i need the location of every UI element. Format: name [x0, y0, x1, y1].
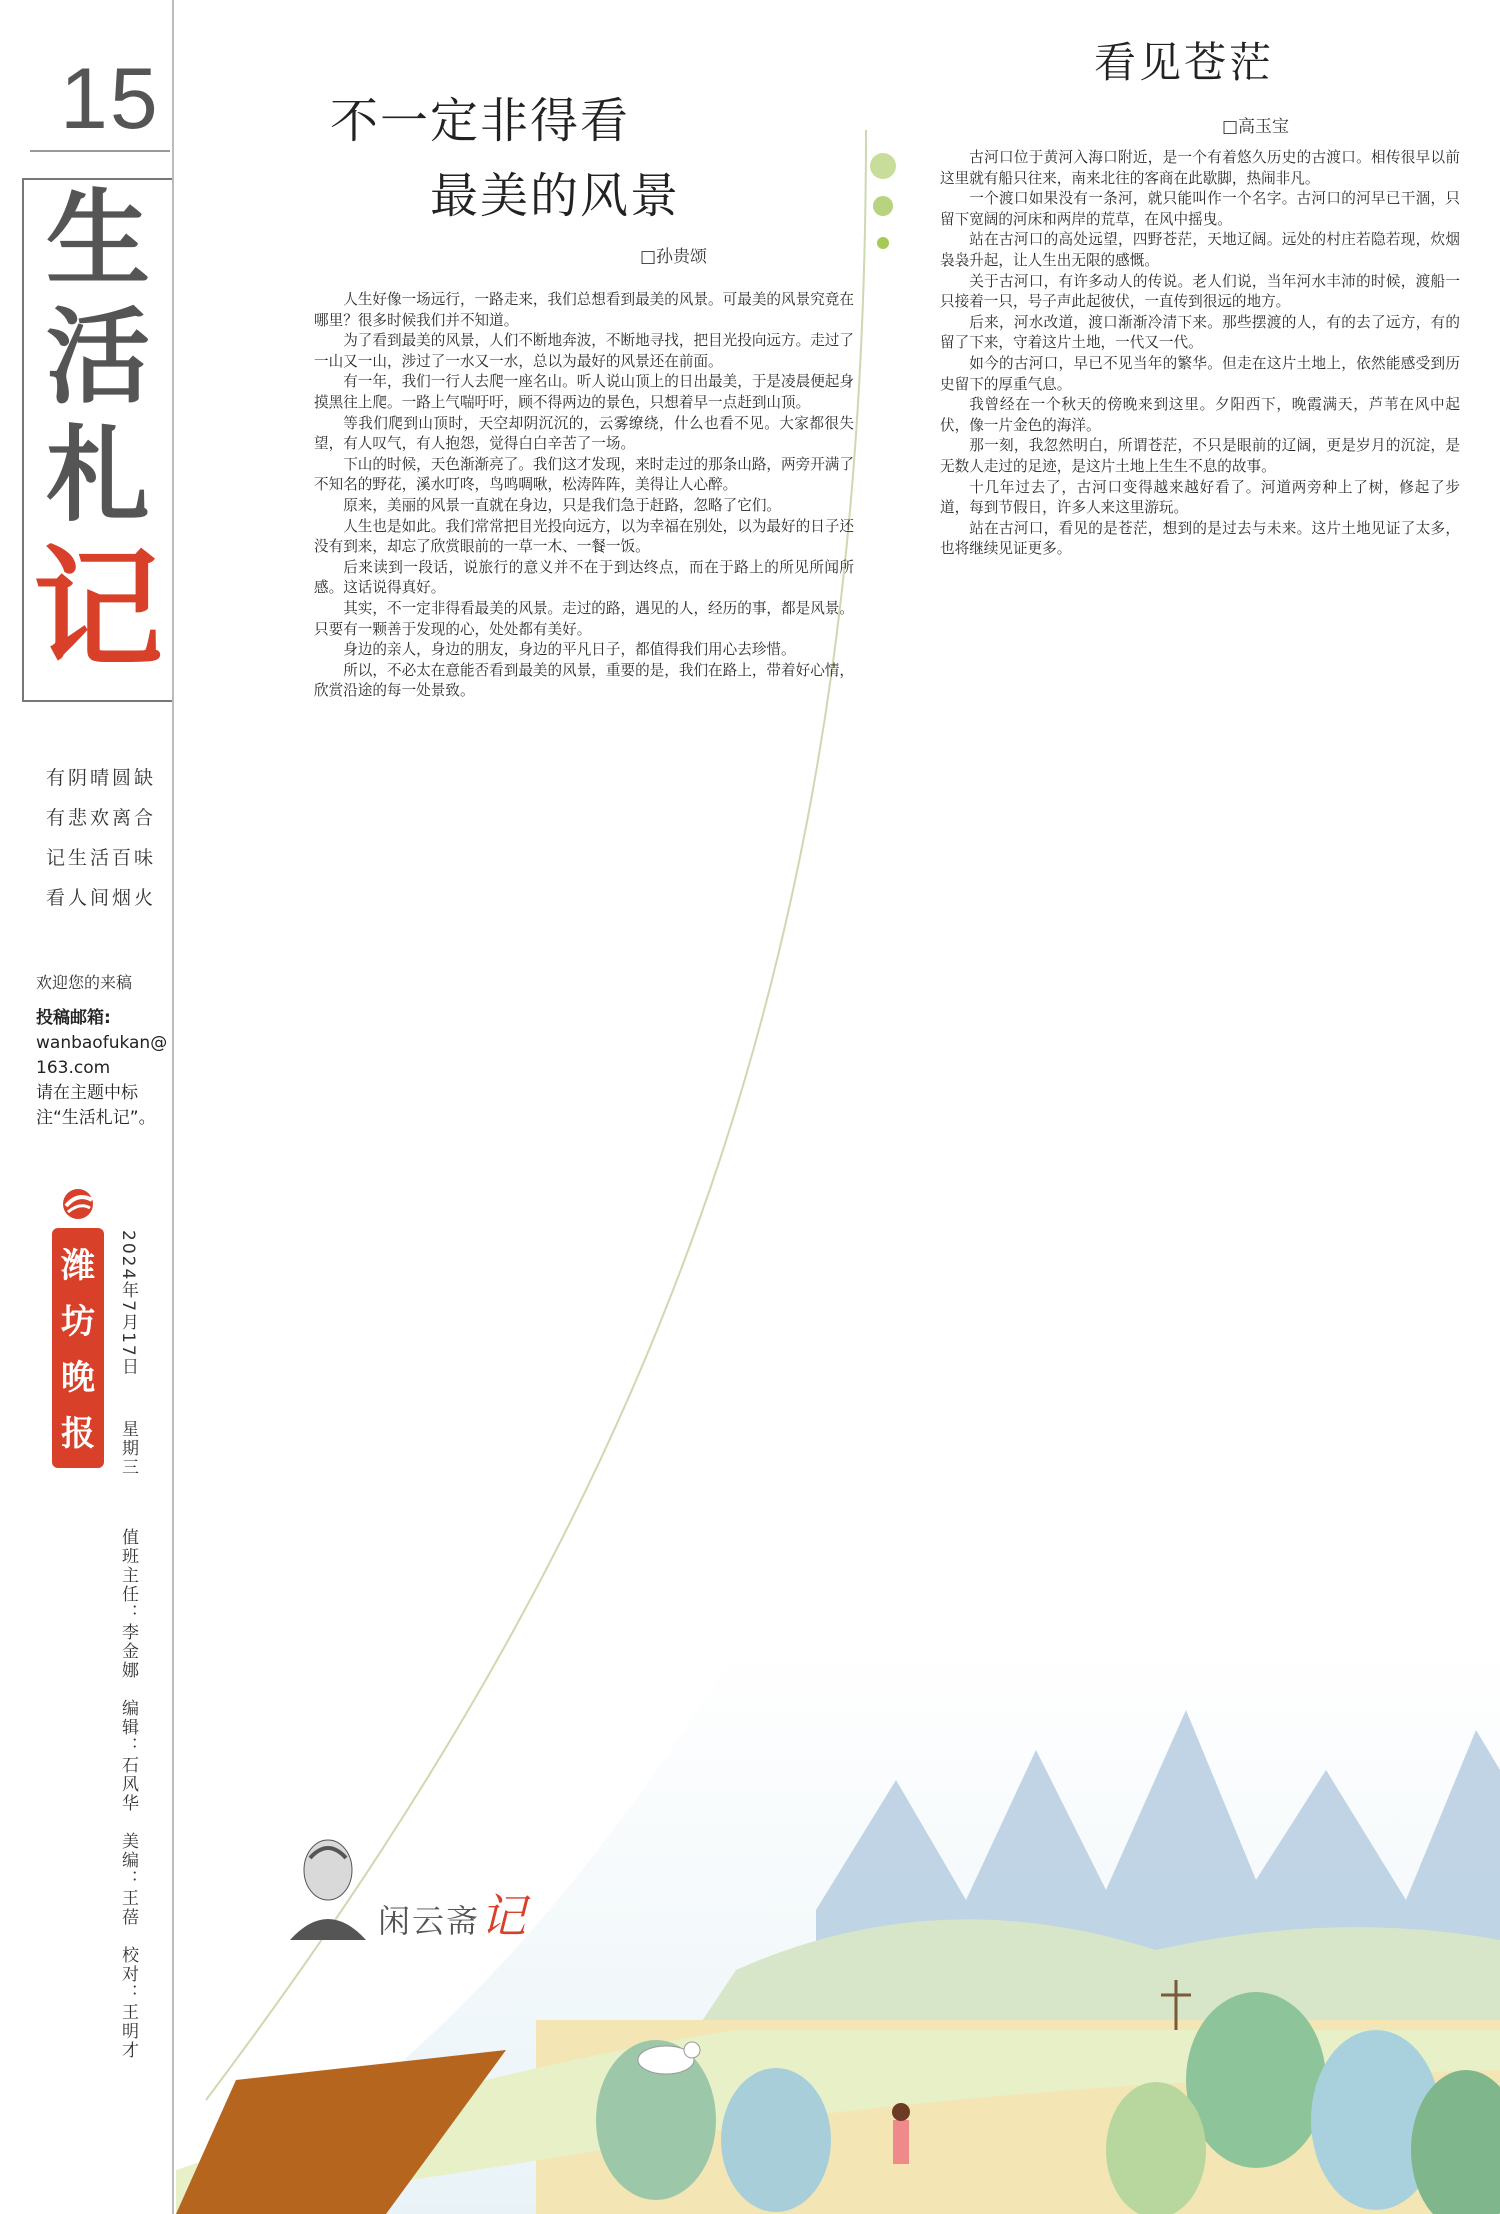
logo-char: 坊	[61, 1302, 95, 1342]
column-title	[22, 178, 174, 702]
column-logo-name: 闲云斋	[378, 1902, 481, 1940]
page-number-rule	[30, 150, 170, 152]
logo-char: 报	[61, 1414, 95, 1454]
paragraph: 那一刻，我忽然明白，所谓苍茫，不只是眼前的辽阔，更是岁月的沉淀，是无数人走过的足迹，是这片土地上生生不息的故事。	[940, 437, 1460, 475]
contribution-note: 请在主题中标注“生活札记”。	[36, 1083, 156, 1128]
paragraph: 古河口位于黄河入海口附近，是一个有着悠久历史的古渡口。相传很早以前这里就有船只往来，南来北往的客商在此歇脚，热闹非凡。	[940, 149, 1460, 187]
decor-dot	[877, 237, 889, 249]
column-title-char: 记	[32, 532, 163, 685]
issue-weekday: 星期三	[118, 1420, 138, 1477]
headline-line2: 最美的风景	[430, 168, 681, 224]
column-title-char: 活	[45, 295, 150, 418]
left-article-body	[314, 290, 854, 702]
contribution-info	[36, 1006, 168, 1131]
newspaper-logo	[52, 1228, 104, 1468]
page-sidebar	[0, 0, 170, 2214]
sidebar-rule	[172, 0, 174, 2214]
motto-line: 有阴晴圆缺	[46, 767, 157, 789]
paragraph: 人生也是如此。我们常常把目光投向远方，以为幸福在别处，以为最好的日子还没有到来，却忘了欣赏眼前的一草一木、一餐一饭。	[314, 517, 854, 556]
decor-dot	[873, 196, 893, 216]
page-number: 15	[60, 51, 160, 147]
column-title-char: 生	[45, 177, 150, 300]
right-article-body	[940, 148, 1460, 560]
motto-line: 看人间烟火	[46, 887, 157, 909]
paragraph: 为了看到最美的风景，人们不断地奔波，不断地寻找，把目光投向远方。走过了一山又一山，涉过了一水又一水，总以为最好的风景还在前面。	[314, 332, 854, 370]
paragraph: 后来，河水改道，渡口渐渐冷清下来。那些摆渡的人，有的去了远方，有的留了下来，守着这片土地，一代又一代。	[940, 313, 1460, 352]
column-logo-name-red: 记	[480, 1889, 529, 1943]
girl-figure	[892, 2103, 910, 2164]
newspaper-logo-icon	[52, 1186, 104, 1222]
paragraph: 十几年过去了，古河口变得越来越好看了。河道两旁种上了树，修起了步道，每到节假日，许多人来这里游玩。	[940, 478, 1460, 517]
logo-char: 潍	[61, 1246, 95, 1286]
paragraph: 关于古河口，有许多动人的传说。老人们说，当年河水丰沛的时候，渡船一只接着一只，号子声此起彼伏，一直传到很远的地方。	[940, 272, 1460, 311]
author-portrait	[280, 1828, 376, 1940]
paragraph: 所以，不必太在意能否看到最美的风景，重要的是，我们在路上，带着好心情，欣赏沿途的每一处景致。	[314, 661, 854, 700]
paragraph: 如今的古河口，早已不见当年的繁华。但走在这片土地上，依然能感受到历史留下的厚重气息。	[940, 354, 1460, 393]
welcome-text: 欢迎您的来稿	[36, 973, 133, 992]
email-label: 投稿邮箱:	[36, 1008, 111, 1028]
motto-line: 有悲欢离合	[46, 807, 157, 829]
paragraph: 等我们爬到山顶时，天空却阴沉沉的，云雾缭绕，什么也看不见。大家都很失望，有人叹气，有人抱怨，觉得白白辛苦了一场。	[314, 414, 854, 453]
paragraph: 站在古河口的高处远望，四野苍茫，天地辽阔。远处的村庄若隐若现，炊烟袅袅升起，让人生出无限的感慨。	[940, 231, 1460, 269]
paragraph: 其实，不一定非得看最美的风景。走过的路，遇见的人，经历的事，都是风景。只要有一颗善于发现的心，处处都有美好。	[314, 599, 854, 638]
paragraph: 站在古河口，看见的是苍茫，想到的是过去与未来。这片土地见证了太多，也将继续见证更多。	[940, 519, 1460, 558]
decor-dot	[870, 153, 896, 179]
right-article-headline: 看见苍茫	[1094, 38, 1275, 87]
logo-char: 晚	[61, 1358, 95, 1398]
left-article-headline	[330, 82, 680, 226]
paragraph: 有一年，我们一行人去爬一座名山。听人说山顶上的日出最美，于是凌晨便起身摸黑往上爬。一路上气喘吁吁，顾不得两边的景色，只想着早一点赶到山顶。	[314, 373, 854, 411]
email-address[interactable]: wanbaofukan@163.com	[36, 1033, 168, 1078]
paragraph: 原来，美丽的风景一直就在身边，只是我们急于赶路，忽略了它们。	[343, 496, 782, 514]
paragraph: 一个渡口如果没有一条河，就只能叫作一个名字。古河口的河早已干涸，只留下宽阔的河床和两岸的荒草，在风中摇曳。	[940, 190, 1460, 228]
column-motto	[46, 758, 172, 918]
paragraph: 我曾经在一个秋天的傍晚来到这里。夕阳西下，晚霞满天，芦苇在风中起伏，像一片金色的海洋。	[940, 396, 1460, 434]
right-article-byline: □高玉宝	[1222, 117, 1290, 137]
paragraph: 身边的亲人，身边的朋友，身边的平凡日子，都值得我们用心去珍惜。	[343, 641, 796, 659]
left-article-byline: □孙贵颂	[640, 247, 708, 267]
column-logo	[378, 1880, 528, 1946]
paragraph: 人生好像一场远行，一路走来，我们总想看到最美的风景。可最美的风景究竟在哪里？很多时候我们并不知道。	[314, 291, 854, 329]
motto-line: 记生活百味	[46, 847, 157, 869]
headline-line1: 不一定非得看	[330, 93, 631, 149]
staff-credits: 值班主任：李金娜 编辑：石风华 美编：王蓓 校对：王明才	[118, 1528, 138, 2060]
paragraph: 后来读到一段话，说旅行的意义并不在于到达终点，而在于路上的所见所闻所感。这话说得真好。	[314, 558, 854, 597]
column-title-char: 札	[45, 413, 150, 536]
issue-date: 2024年7月17日	[118, 1230, 138, 1377]
paragraph: 下山的时候，天色渐渐亮了。我们这才发现，来时走过的那条山路，两旁开满了不知名的野花，溪水叮咚，鸟鸣啁啾，松涛阵阵，美得让人心醉。	[314, 455, 854, 494]
